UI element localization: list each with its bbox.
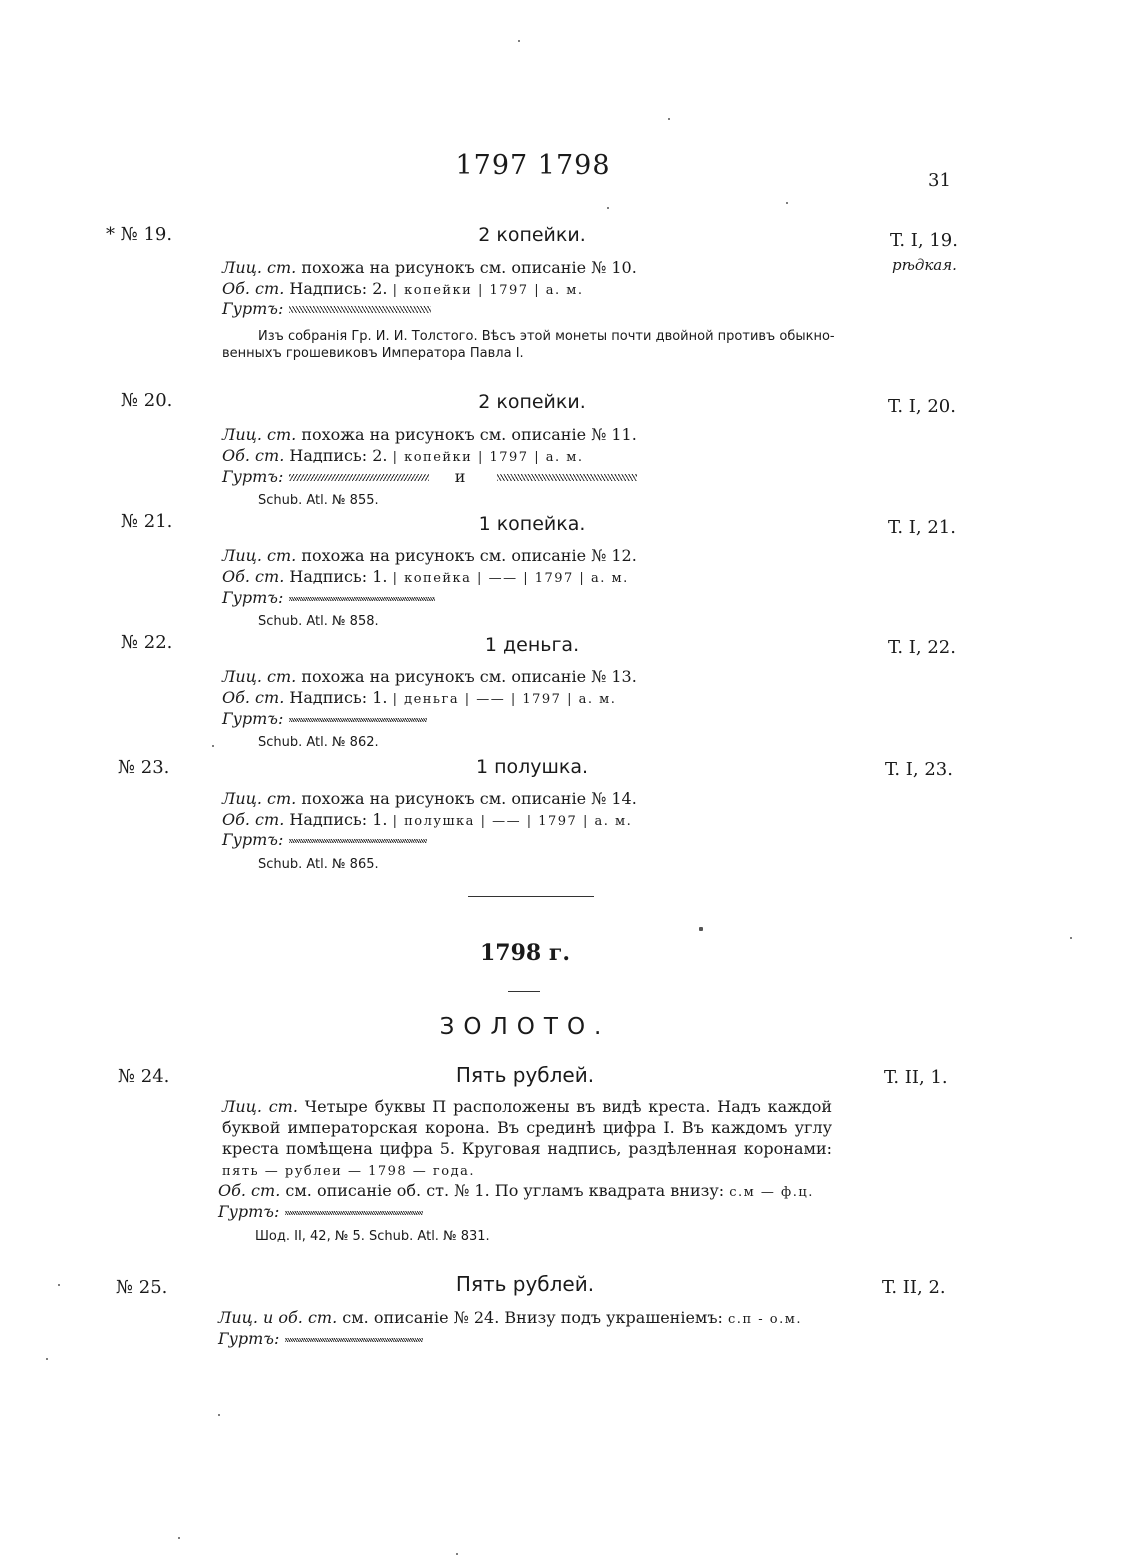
entry-number: № 21. (121, 511, 173, 532)
table-reference: T. I, 23. (885, 759, 953, 780)
mint-marks: с.м — ф.ц. (729, 1185, 814, 1200)
metal-heading: ЗОЛОТО. (439, 1014, 611, 1040)
scan-speck (607, 207, 609, 209)
catalog-reference: Schub. Atl. № 855. (258, 493, 379, 508)
circular-inscription: пять — рублеи — 1798 — года. (222, 1164, 475, 1179)
scan-speck (46, 1358, 48, 1360)
reverse-inscription: | копейки | 1797 | а. м. (392, 450, 584, 465)
edge-conjunction: и (454, 467, 466, 486)
reverse-line (222, 567, 629, 586)
obverse-text: похожа на рисунокъ см. описаніе № 11. (301, 425, 637, 444)
coin-title: Пять рублей. (455, 1063, 595, 1087)
section-year-heading: 1798 г. (479, 940, 571, 966)
reverse-line (222, 810, 632, 829)
entry-number: № 22. (121, 632, 173, 653)
obverse-text: похожа на рисунокъ см. описаніе № 10. (301, 258, 637, 277)
obverse-label: Лиц. ст. (222, 546, 297, 565)
obverse-line (222, 546, 637, 565)
obverse-label: Лиц. ст. (222, 789, 297, 808)
reverse-line (222, 688, 616, 707)
reverse-inscription: | деньга | —— | 1797 | а. м. (392, 692, 617, 707)
edge-pattern (285, 1211, 423, 1215)
obverse-line (222, 425, 637, 444)
coin-title: 2 копейки. (478, 391, 586, 413)
description-line (218, 1308, 802, 1327)
reverse-label: Об. ст. (222, 810, 285, 829)
catalog-reference: Schub. Atl. № 865. (258, 857, 379, 872)
reverse-label: Об. ст. (218, 1181, 281, 1200)
page-header-years: 1797 1798 (455, 150, 611, 181)
scan-speck (456, 1553, 458, 1555)
mint-marks: с.п - о.м. (728, 1312, 802, 1327)
obverse-text: похожа на рисунокъ см. описаніе № 12. (301, 546, 637, 565)
short-rule (508, 991, 540, 992)
reverse-text: Надпись: 1. (289, 567, 388, 586)
edge-line (222, 588, 435, 607)
obverse-label: Лиц. ст. (222, 258, 297, 277)
edge-pattern-alt (497, 474, 637, 481)
edge-pattern (289, 718, 427, 722)
reverse-line (222, 279, 583, 298)
obverse-line (222, 667, 637, 686)
scan-speck (178, 1537, 180, 1539)
catalog-reference: Шод. II, 42, № 5. Schub. Atl. № 831. (255, 1229, 490, 1244)
edge-label: Гуртъ: (222, 467, 284, 486)
edge-label: Гуртъ: (218, 1329, 280, 1348)
coin-title: Пять рублей. (455, 1272, 595, 1296)
reverse-text: Надпись: 2. (289, 446, 388, 465)
reverse-text: Надпись: 1. (289, 810, 388, 829)
edge-label: Гуртъ: (222, 709, 284, 728)
side-label: Лиц. и об. ст. (218, 1308, 338, 1327)
scan-speck (786, 202, 788, 204)
catalog-reference: Schub. Atl. № 862. (258, 735, 379, 750)
obverse-text: Четыре буквы П расположены въ видѣ креста. Надъ каждой буквой императорская корона. Въ срединѣ цифра I. Въ каждомъ углу креста помѣщена цифра 5. Круговая надпись, раздѣленная коронами: (222, 1097, 832, 1158)
coin-title: 1 копейка. (478, 513, 586, 535)
reverse-label: Об. ст. (222, 688, 285, 707)
obverse-line (222, 789, 637, 808)
scan-speck (58, 1284, 60, 1286)
reverse-label: Об. ст. (222, 446, 285, 465)
scan-speck (212, 745, 214, 747)
table-reference: T. I, 19. (890, 230, 958, 251)
edge-line (218, 1202, 423, 1221)
scan-speck (668, 118, 670, 120)
edge-label: Гуртъ: (222, 299, 284, 318)
page-number: 31 (928, 170, 951, 191)
coin-title: 1 деньга. (484, 634, 580, 656)
reverse-text: см. описаніе об. ст. № 1. По угламъ квадрата внизу: (285, 1181, 725, 1200)
edge-pattern (285, 1338, 423, 1342)
reverse-text: Надпись: 1. (289, 688, 388, 707)
table-reference: T. I, 21. (888, 517, 956, 538)
description-text: см. описаніе № 24. Внизу подъ украшеніемъ: (342, 1308, 723, 1327)
obverse-line (222, 258, 637, 277)
obverse-label: Лиц. ст. (222, 425, 297, 444)
edge-line (222, 830, 427, 849)
table-reference: T. I, 22. (888, 637, 956, 658)
reverse-line (218, 1181, 814, 1200)
obverse-description (222, 1096, 832, 1182)
reverse-inscription: | копейка | —— | 1797 | а. м. (392, 571, 629, 586)
edge-pattern (289, 474, 429, 481)
edge-pattern (289, 839, 427, 843)
obverse-label: Лиц. ст. (222, 667, 297, 686)
table-reference: T. I, 20. (888, 396, 956, 417)
entry-number: № 25. (116, 1277, 168, 1298)
edge-pattern (289, 597, 435, 601)
edge-label: Гуртъ: (222, 830, 284, 849)
entry-number: * № 19. (106, 224, 173, 245)
reverse-line (222, 446, 583, 465)
edge-line (218, 1329, 423, 1348)
reverse-text: Надпись: 2. (289, 279, 388, 298)
obverse-label: Лиц. ст. (222, 1097, 298, 1116)
obverse-text: похожа на рисунокъ см. описаніе № 13. (301, 667, 637, 686)
scan-speck (699, 927, 703, 931)
entry-number: № 23. (118, 757, 170, 778)
edge-line (222, 299, 431, 318)
obverse-text: похожа на рисунокъ см. описаніе № 14. (301, 789, 637, 808)
coin-title: 2 копейки. (478, 224, 586, 246)
edge-label: Гуртъ: (222, 588, 284, 607)
edge-pattern (289, 306, 431, 313)
collection-note-cont: венныхъ грошевиковъ Императора Павла I. (222, 346, 524, 361)
edge-label: Гуртъ: (218, 1202, 280, 1221)
reverse-label: Об. ст. (222, 279, 285, 298)
scan-speck (518, 40, 520, 42)
catalog-reference: Schub. Atl. № 858. (258, 614, 379, 629)
section-divider (468, 896, 594, 897)
edge-line (222, 709, 427, 728)
coin-title: 1 полушка. (475, 756, 589, 778)
collection-note: Изъ собранія Гр. И. И. Толстого. Вѣсъ этой монеты почти двойной противъ обыкно- (258, 329, 835, 344)
reverse-inscription: | полушка | —— | 1797 | а. м. (392, 814, 633, 829)
scan-speck (218, 1414, 220, 1416)
entry-number: № 24. (118, 1066, 170, 1087)
reverse-label: Об. ст. (222, 567, 285, 586)
reverse-inscription: | копейки | 1797 | а. м. (392, 283, 584, 298)
rarity-note: рѣдкая. (892, 256, 957, 274)
table-reference: T. II, 1. (884, 1067, 948, 1088)
scan-speck (1070, 937, 1072, 939)
table-reference: T. II, 2. (882, 1277, 946, 1298)
entry-number: № 20. (121, 390, 173, 411)
edge-line (222, 467, 637, 486)
